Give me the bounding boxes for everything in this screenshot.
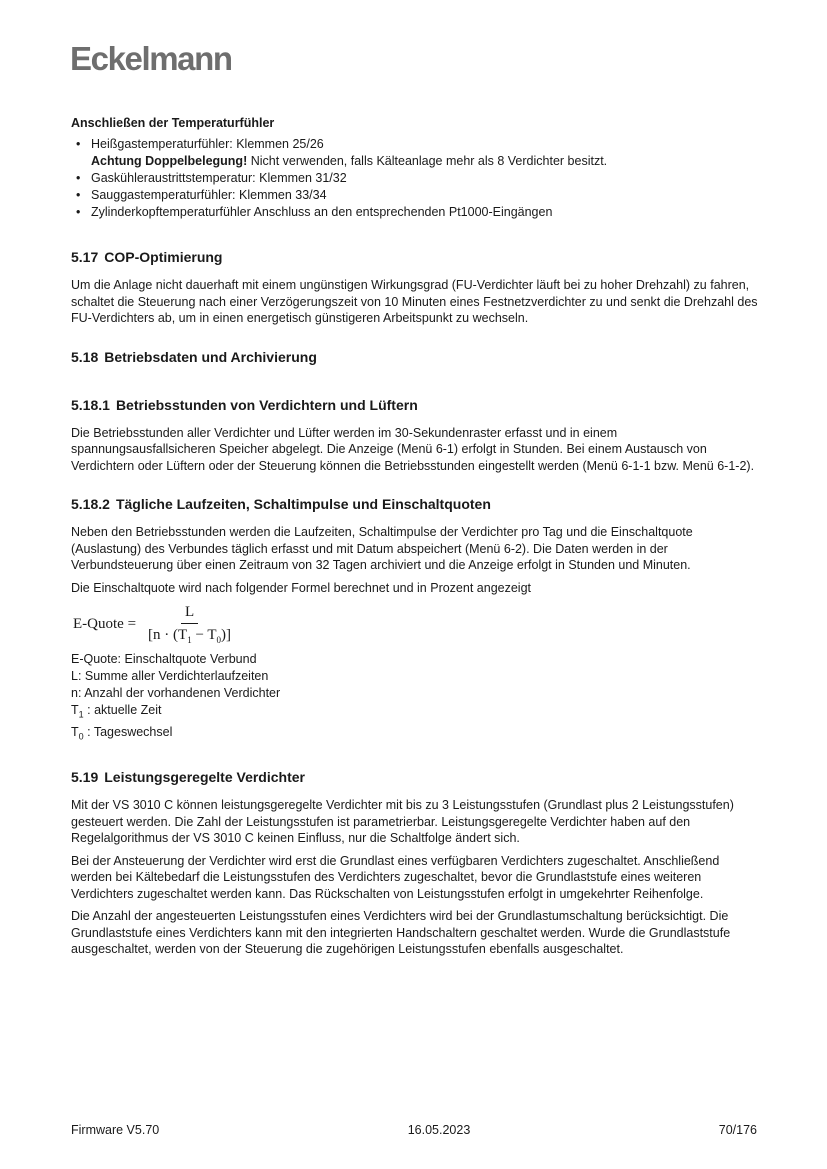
section-title: Leistungsgeregelte Verdichter [104,769,305,785]
bullet-icon: • [76,188,81,202]
definition-n: n: Anzahl der vorhandenen Verdichter [71,686,281,700]
formula-denominator: $[n \cdot (T_1 - T_0)]$ [148,627,232,645]
section-title: Betriebsstunden von Verdichtern und Lüftern [115,396,418,413]
bullet-icon: • [76,171,81,185]
section-heading-5-19 [71,769,761,785]
definition-equote: E-Quote: Einschaltquote Verbund [71,652,257,666]
list-item-text: Heißgastemperaturfühler: Klemmen 25/26 [91,137,324,151]
list-item [71,170,761,187]
temp-sensors-heading: Anschließen der Temperaturfühler [71,116,275,130]
section-title: Betriebsdaten und Archivierung [104,348,317,365]
paragraph: Um die Anlage nicht dauerhaft mit einem ungünstigen Wirkungsgrad (FU-Verdichter läuft bei zu hoher Drehzahl) zu fahren, schaltet die Steuerung nach einer Verzögerungszeit von 10 Minuten eines Festnetzverdichter zu und senkt die Drehzahl des FU-Verdichters ab, um in einen energetisch günstigeren Arbeitspunkt zu wechseln. [71,278,758,325]
footer-date: 16.05.2023 [407,1123,471,1137]
definition-t0: $T_0$ : Tageswechsel [71,724,173,741]
paragraph: Neben den Betriebsstunden werden die Laufzeiten, Schaltimpulse der Verdichter pro Tag und die Einschaltquote (Auslastung) des Verbundes täglich erfasst und mit Datum abspeichert (Menü 6-2). Die Daten werden in der Verbundsteuerung über einen Zeitraum von 32 Tagen archiviert und die Anzeige erfolgt in Stunden und Minuten. [71,525,693,572]
bullet-icon: • [76,205,81,219]
warning-text: Nicht verwenden, falls Kälteanlage mehr als 8 Verdichter besitzt. [247,154,608,168]
warning-label: Achtung Doppelbelegung! [91,154,248,168]
section-heading-5-18-1 [71,397,761,413]
footer-page-number: 70/176 [718,1123,757,1137]
section-number: 5.18.1 [71,396,110,413]
footer-firmware: Firmware V5.70 [71,1123,160,1137]
section-heading-5-18 [71,349,761,365]
section-number: 5.19 [71,769,99,785]
definition-l: L: Summe aller Verdichterlaufzeiten [71,669,269,683]
section-title: COP-Optimierung [104,249,223,265]
equote-formula [73,604,761,645]
section-heading-5-18-2 [71,496,761,512]
section-number: 5.17 [71,249,99,265]
formula-fraction [144,604,235,645]
section-title: Tägliche Laufzeiten, Schaltimpulse und Einschaltquoten [115,496,491,512]
paragraph: Die Betriebsstunden aller Verdichter und Lüfter werden im 30-Sekundenraster erfasst und in einem spannungsausfallsicheren Speicher abgelegt. Die Anzeige (Menü 6-1) erfolgt in Stunden. Bei einem Austausch von Verdichtern oder Lüftern oder der Steuerung können die Betriebsstunden eingestellt werden (Menü 6-1-1 bzw. Menü 6-1-2). [71,425,755,473]
formula-lhs: E-Quote = [73,616,137,632]
list-item [71,204,761,221]
formula-numerator: L [181,604,198,624]
paragraph: Bei der Ansteuerung der Verdichter wird erst die Grundlast eines verfügbaren Verdichters zugeschaltet. Anschließend werden bei Kältebedarf die Leistungsstufen des Verdichters zugeschaltet, bevor die Grundlaststufe eines weiteren Verdichters zugeschaltet werden kann. Das Rückschalten von Leistungsstufen erfolgt in umgekehrter Reihenfolge. [71,853,720,901]
bullet-icon: • [76,137,81,151]
section-heading-5-17 [71,249,761,265]
brand-logo: Eckelmann [70,40,232,77]
formula-definitions [71,651,761,745]
section-number: 5.18 [71,348,99,365]
list-item-text: Gaskühleraustrittstemperatur: Klemmen 31/32 [91,171,347,185]
definition-t1: $T_1$ : aktuelle Zeit [71,703,162,720]
temp-sensors-list [71,136,761,221]
list-item-text: Zylinderkopftemperaturfühler Anschluss an den entsprechenden Pt1000-Eingängen [91,205,553,219]
page-footer [71,1123,757,1137]
paragraph: Mit der VS 3010 C können leistungsgeregelte Verdichter mit bis zu 3 Leistungsstufen (Grundlast plus 2 Leistungsstufen) gesteuert werden. Die Zahl der Leistungsstufen ist parametrierbar. Leistungsgeregelte Verdichter haben auf den Regelalgorithmus der VS 3010 C keinen Einfluss, nur die Schaltfolge ändert sich. [71,798,734,845]
list-item [71,187,761,204]
list-item-text: Sauggastemperaturfühler: Klemmen 33/34 [91,188,327,202]
page-content [71,116,761,958]
paragraph: Die Einschaltquote wird nach folgender Formel berechnet und in Prozent angezeigt [71,580,531,595]
paragraph: Die Anzahl der angesteuerten Leistungsstufen eines Verdichters wird bei der Grundlastumschaltung berücksichtigt. Die Grundlaststufe eines Verdichters kann mit den integrierten Handschaltern geschaltet werden. Wurde die Grundlaststufe ausgeschaltet, werden von der Steuerung die zugehörigen Leistungsstufen ebenfalls ausgeschaltet. [71,909,731,956]
section-number: 5.18.2 [71,496,110,512]
list-item [71,136,761,170]
